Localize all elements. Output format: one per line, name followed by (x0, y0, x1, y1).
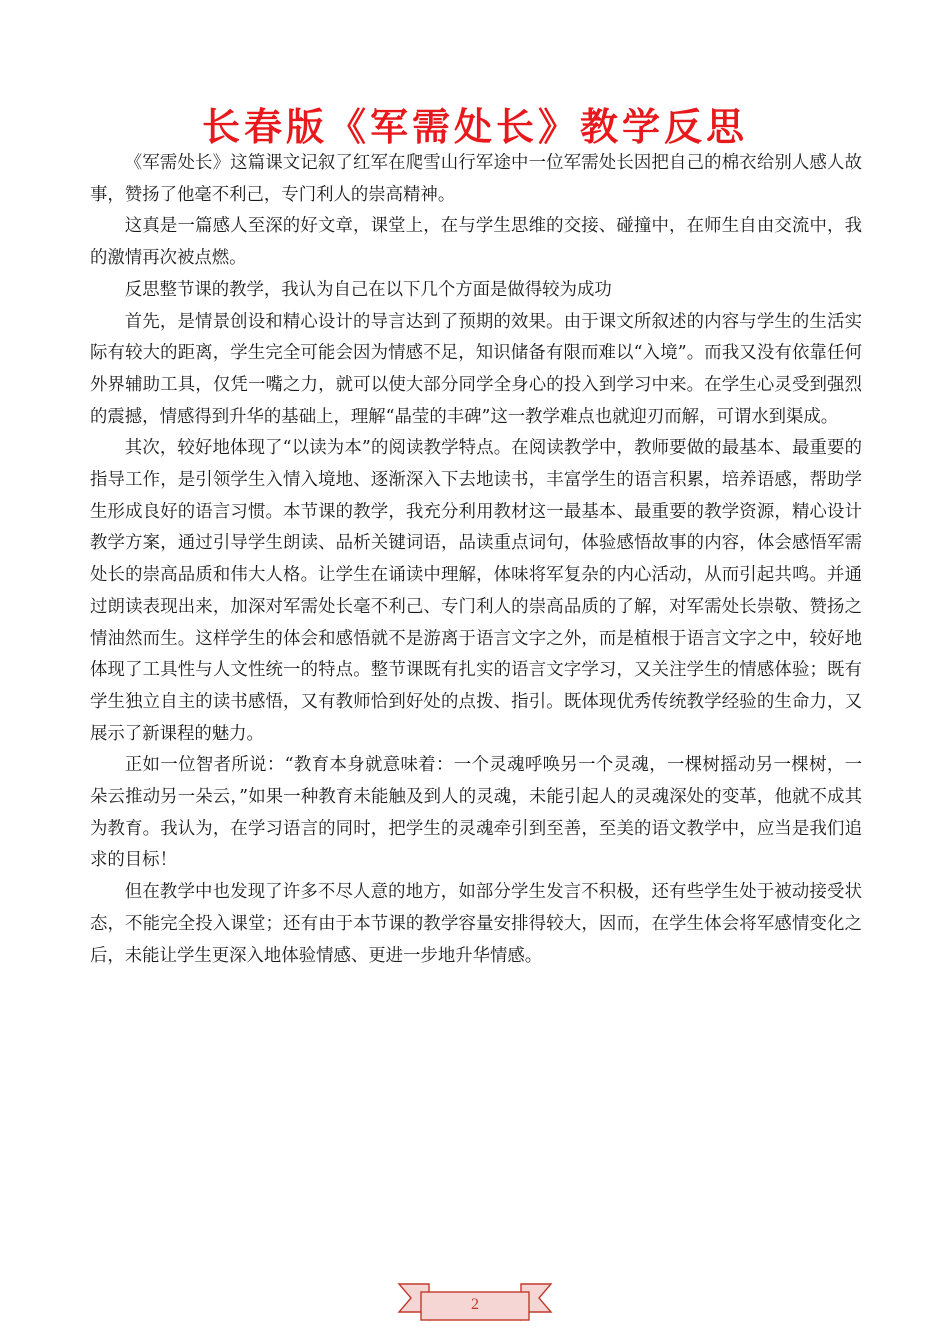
paragraph-reflection-lead: 反思整节课的教学，我认为自己在以下几个方面是做得较为成功 (124, 279, 612, 300)
paragraph-impression: 这真是一篇感人至深的好文章，课堂上，在与学生思维的交接、碰撞中，在师生自由交流中，我的激情再次被点燃。 (90, 216, 862, 269)
paragraph-quote: 正如一位智者所说：“教育本身就意味着：一个灵魂呼唤另一个灵魂，一棵树摇动另一棵树，一朵云推动另一朵云，”如果一种教育未能触及到人的灵魂，未能引起人的灵魂深处的变革，他就不成其为教育。我认为，在学习语言的同时，把学生的灵魂牵引到至善，至美的语文教学中，应当是我们追求的目标！ (90, 755, 862, 871)
paragraph-first-point: 首先，是情景创设和精心设计的导言达到了预期的效果。由于课文所叙述的内容与学生的生活实际有较大的距离，学生完全可能会因为情感不足，知识储备有限而难以“入境”。而我又没有依靠任何外界辅助工具，仅凭一嘴之力，就可以使大部分同学全身心的投入到学习中来。在学生心灵受到强烈的震撼，情感得到升华的基础上，理解“晶莹的丰碑”这一教学难点也就迎刃而解，可谓水到渠成。 (90, 311, 862, 427)
paragraph-shortcomings: 但在教学中也发现了许多不尽人意的地方，如部分学生发言不积极，还有些学生处于被动接受状态，不能完全投入课堂；还有由于本节课的教学容量安排得较大，因而，在学生体会将军感情变化之后，未能让学生更深入地体验情感、更进一步地升华情感。 (90, 882, 862, 966)
document-body (90, 148, 862, 972)
paragraph-second-point: 其次，较好地体现了“以读为本”的阅读教学特点。在阅读教学中，教师要做的最基本、最重要的指导工作，是引领学生入情入境地、逐渐深入下去地读书，丰富学生的语言积累，培养语感，帮助学生形成良好的语言习惯。本节课的教学，我充分利用教材这一最基本、最重要的教学资源，精心设计教学方案，通过引导学生朗读、品析关键词语，品读重点词句，体验感悟故事的内容，体会感悟军需处长的崇高品质和伟大人格。让学生在诵读中理解，体味将军复杂的内心活动，从而引起共鸣。并通过朗读表现出来，加深对军需处长毫不利己、专门利人的崇高品质的了解，对军需处长崇敬、赞扬之情油然而生。这样学生的体会和感悟就不是游离于语言文字之外，而是植根于语言文字之中，较好地体现了工具性与人文性统一的特点。整节课既有扎实的语言文字学习，又关注学生的情感体验；既有学生独立自主的读书感悟，又有教师恰到好处的点拨、指引。既体现优秀传统教学经验的生命力，又展示了新课程的魅力。 (90, 438, 862, 744)
paragraph-intro: 《军需处长》这篇课文记叙了红军在爬雪山行军途中一位军需处长因把自己的棉衣给别人感人故事，赞扬了他毫不利己，专门利人的崇高精神。 (90, 153, 862, 205)
document-title: 长春版《军需处长》教学反思 (201, 105, 748, 149)
page-number: 2 (471, 1296, 479, 1313)
